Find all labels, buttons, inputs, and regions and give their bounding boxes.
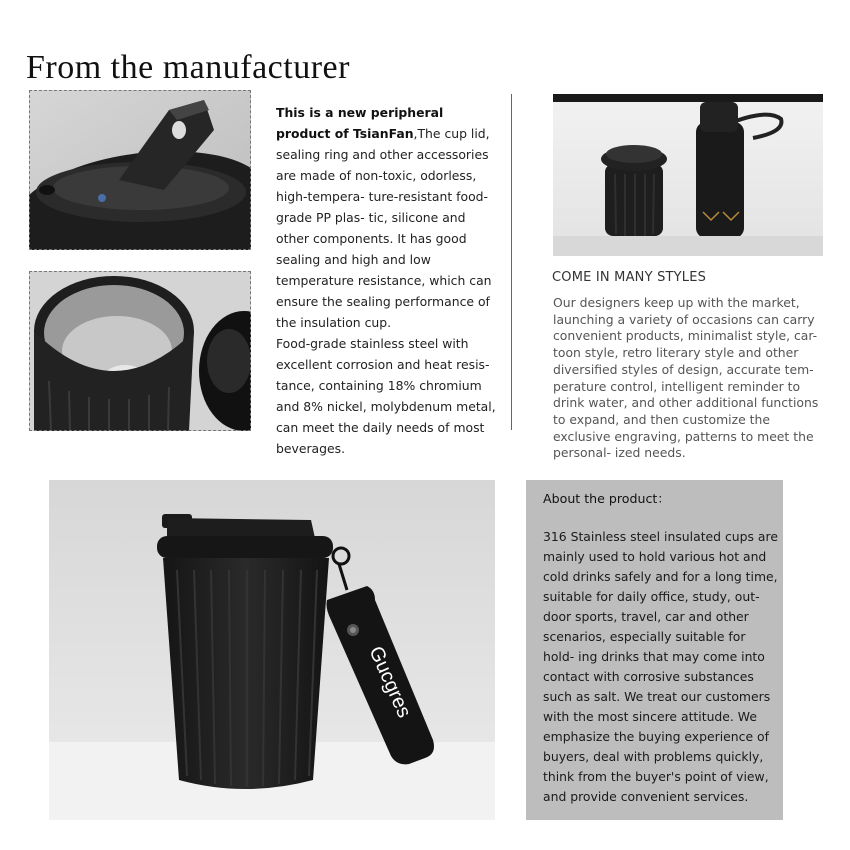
intro-paragraph-1-text: ,The cup lid, sealing ring and other accessories are made of non-toxic, odorless, high-tempera- ture-resistant food-grade PP plas- tic, silicone and other components. It has good sealing and high and low temperature resistance, which can ensure the sealing performance of the insulation cup.: [276, 126, 492, 330]
main-cup-photo: [49, 480, 495, 820]
page-title: From the manufacturer: [26, 48, 350, 86]
two-cups-photo: [553, 94, 823, 256]
about-title: About the product：: [543, 491, 670, 506]
intro-text: [276, 102, 500, 459]
column-divider: [511, 94, 512, 430]
intro-paragraph-1: [276, 102, 500, 333]
styles-heading: COME IN MANY STYLES: [552, 270, 707, 285]
intro-paragraph-2: Food-grade stainless steel with excellent corrosion and heat resis- tance, containing 18% chromium and 8% nickel, molybdenum metal, can meet the daily needs of most beverages.: [276, 336, 496, 456]
about-panel: [526, 480, 783, 820]
about-body: 316 Stainless steel insulated cups are mainly used to hold various hot and cold drinks safely and for a long time, suitable for daily office, study, out- door sports, travel, car and other scenarios, especially suitable for hold- ing drinks that may come into contact with corrosive substances such as salt. We treat our customers with the most sincere attitude. We emphasize the buying experience of buyers, deal with problems quickly, think from the buyer's point of view, and provide convenient services.: [543, 529, 778, 804]
strap-brand-text: Gucgres: [364, 643, 416, 722]
styles-body: Our designers keep up with the market, launching a variety of occasions can carry convenient products, minimalist style, car- toon style, retro literary style and other diversified styles of design, accurate tem- perature control, intelligent reminder to drink water, and other additional functions to expand, and then customize the exclusive engraving, patterns to meet the personal- ized needs.: [553, 295, 819, 461]
intro-lead: This is a new peripheral product of TsianFan: [276, 105, 444, 141]
cup-interior-photo: [29, 271, 251, 431]
lid-closeup-photo: [29, 90, 251, 250]
